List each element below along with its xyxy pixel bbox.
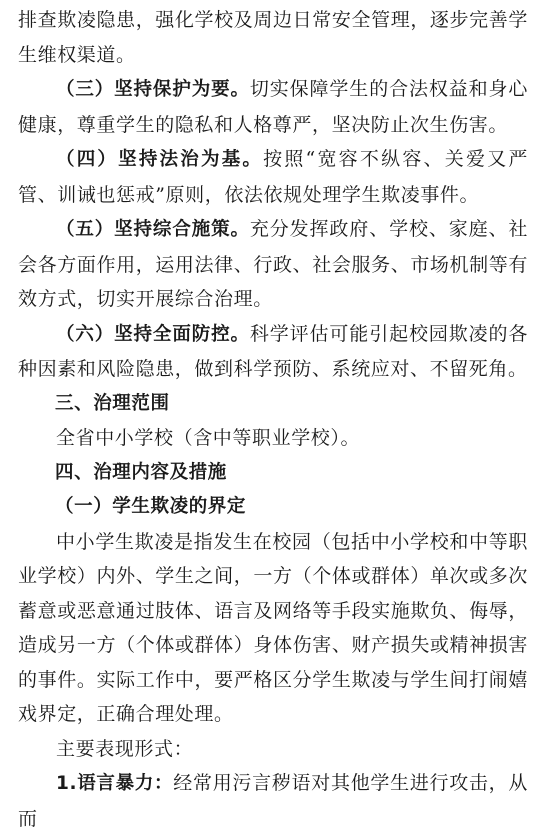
- paragraph-forms-intro: [18, 732, 528, 767]
- paragraph-principle-comprehensive: [18, 212, 528, 317]
- list-item-text: 经常用污言秽语对其他学生进行攻击，从而: [18, 772, 528, 830]
- principle-text: 按照“宽容不纵容、关爱又严管、训诫也惩戒”原则，依法依规处理学生欺凌事件。: [18, 148, 528, 206]
- principle-label: （六）坚持全面防控。: [56, 323, 250, 345]
- principle-text: 切实保障学生的合法权益和身心健康，尊重学生的隐私和人格尊严，坚决防止次生伤害。: [18, 78, 528, 136]
- principle-label: （五）坚持综合施策。: [56, 219, 250, 240]
- principle-label: （四）坚持法治为基。: [56, 149, 264, 170]
- paragraph-continued: [18, 3, 528, 72]
- subheading-definition: （一）学生欺凌的界定: [55, 496, 247, 517]
- section-heading-measures: 四、治理内容及措施: [55, 461, 227, 483]
- paragraph-principle-prevention: [18, 317, 528, 387]
- principle-text: 科学评估可能引起校园欺凌的各种因素和风险隐患，做到科学预防、系统应对、不留死角。: [18, 322, 528, 380]
- section-heading-scope: 三、治理范围: [55, 392, 170, 414]
- paragraph-principle-protection: [18, 72, 528, 142]
- list-item-verbal-violence: [18, 766, 528, 836]
- paragraph-scope: [18, 421, 528, 456]
- principle-label: （三）坚持保护为要。: [56, 79, 250, 100]
- paragraph-text: 主要表现形式：: [56, 737, 194, 760]
- principle-text: 充分发挥政府、学校、家庭、社会各方面作用，运用法律、行政、社会服务、市场机制等有效方式，切实开展综合治理。: [18, 218, 528, 310]
- paragraph-principle-rule-of-law: [18, 142, 528, 212]
- paragraph-definition: [18, 525, 528, 732]
- list-item-label: 1.语言暴力：: [56, 773, 174, 794]
- paragraph-text: 排查欺凌隐患，强化学校及周边日常安全管理，逐步完善学生维权渠道。: [18, 9, 528, 66]
- paragraph-text: 全省中小学校（含中等职业学校）。: [56, 427, 361, 449]
- paragraph-text: 中小学生欺凌是指发生在校园（包括中小学校和中等职业学校）内外、学生之间，一方（个体或群体）单次或多次蓄意或恶意通过肢体、语言及网络等手段实施欺负、侮辱，造成另一方（个体或群体）身体伤害、财产损失或精神损害的事件。实际工作中，要严格区分学生欺凌与学生间打闹嬉戏界定，正确合理处理。: [18, 530, 528, 725]
